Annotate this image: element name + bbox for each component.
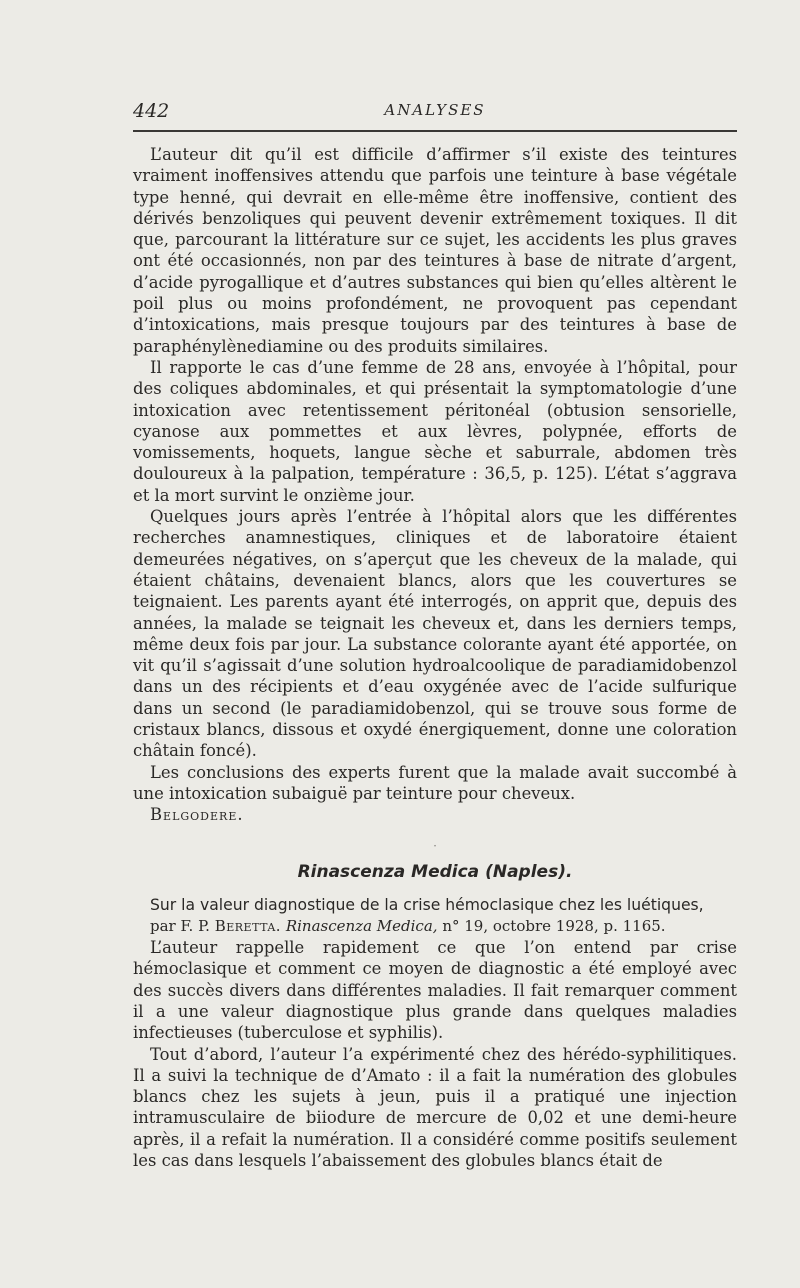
paragraph: Les conclusions des experts furent que la malade avait succombé à une intoxication subaiguë par teinture pour cheveux.	[133, 762, 737, 803]
page-header	[133, 100, 737, 124]
section-title: Rinascenza Medica (Naples).	[297, 861, 573, 882]
page-number: 442	[133, 100, 170, 122]
paragraph: Tout d’abord, l’auteur l’a expérimenté chez des hérédo-syphilitiques. Il a suivi la technique de d’Amato : il a fait la numération des globules blancs chez les sujets à jeun, puis il a pratiqué une injection intramusculaire de biiodure de mercure de 0,02 et une demi-heure après, il a refait la numération. Il a considéré comme positifs seulement les cas dans lesquels l’abaissement des globules blancs était de	[133, 1044, 737, 1171]
author-signature: Belgodere.	[150, 805, 244, 825]
separator-dot: ·	[433, 838, 437, 853]
page-body	[133, 144, 737, 1171]
paragraph: Il rapporte le cas d’une femme de 28 ans, envoyée à l’hôpital, pour des coliques abdominales, et qui présentait la symptomatologie d’une intoxication avec retentissement péritonéal (obtusion sensorielle, cyanose aux pommettes et aux lèvres, polypnée, efforts de vomissements, hoquets, langue sèche et saburrale, abdomen très douloureux à la palpation, température : 36,5, p. 125). L’état s’aggrava et la mort survint le onzième jour.	[133, 357, 737, 505]
running-head: ANALYSES	[384, 101, 486, 119]
paragraph: Quelques jours après l’entrée à l’hôpital alors que les différentes recherches anamnestiques, cliniques et de laboratoire étaient demeurées négatives, on s’aperçut que les cheveux de la malade, qui étaient châtains, devenaient blancs, alors que les couvertures se teignaient. Les parents ayant été interrogés, on apprit que, depuis des années, la malade se teignait les cheveux et, dans les derniers temps, même deux fois par jour. La substance colorante ayant été apportée, on vit qu’il s’agissait d’une solution hydroalcoolique de paradiamidobenzol dans un des récipients et d’eau oxygénée avec de l’acide sulfurique dans un second (le paradiamidobenzol, qui se trouve sous forme de cristaux blancs, dissous et oxydé énergiquement, donne une coloration châtain foncé).	[133, 507, 737, 761]
article-author: Beretta.	[214, 916, 282, 935]
header-rule	[133, 130, 737, 132]
byline-prefix: par F. P.	[150, 916, 210, 935]
paragraph: L’auteur rappelle rapidement ce que l’on entend par crise hémoclasique et comment ce moyen de diagnostic a été employé avec des succès divers dans différentes maladies. Il fait remarquer comment il a une valeur diagnostique plus grande dans quelques maladies infectieuses (tuberculose et syphilis).	[133, 938, 737, 1043]
citation: n° 19, octobre 1928, p. 1165.	[442, 916, 666, 935]
paragraph: L’auteur dit qu’il est difficile d’affirmer s’il existe des teintures vraiment inoffensives attendu que parfois une teinture à base végétale type henné, qui devrait en elle-même être inoffensive, contient des dérivés benzoliques qui peuvent devenir extrêmement toxiques. Il dit que, parcourant la littérature sur ce sujet, les accidents les plus graves ont été occasionnés, non par des teintures à base de nitrate d’argent, d’acide pyrogallique et d’autres substances qui bien qu’elles altèrent le poil plus ou moins profondément, ne provoquent pas cependant d’intoxications, mais presque toujours par des teintures à base de paraphénylènediamine ou des produits similaires.	[133, 145, 737, 356]
article-title: Sur la valeur diagnostique de la crise hémoclasique chez les luétiques,	[150, 895, 704, 914]
article-byline	[133, 916, 737, 937]
journal-name: Rinascenza Medica,	[285, 916, 438, 935]
